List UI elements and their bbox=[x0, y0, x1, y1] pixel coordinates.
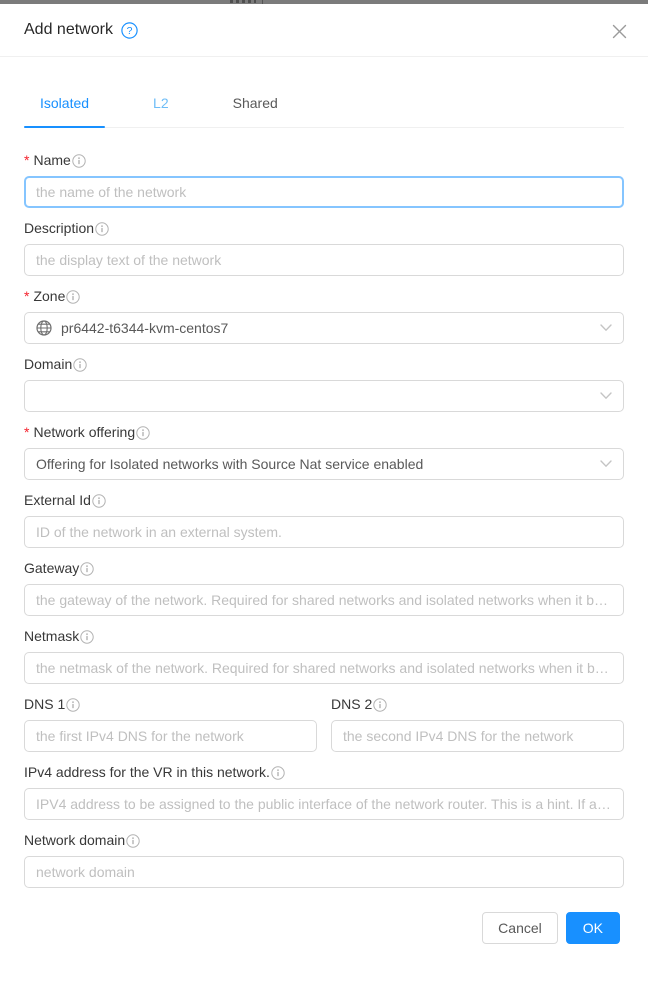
required-mark: * bbox=[24, 288, 30, 304]
domain-label: Domain bbox=[24, 354, 624, 374]
dns2-label: DNS 2 bbox=[331, 694, 624, 714]
info-icon[interactable] bbox=[80, 562, 94, 576]
field-zone bbox=[24, 286, 624, 344]
network-offering-label: * Network offering bbox=[24, 422, 624, 442]
vr-ipv4-input[interactable] bbox=[24, 788, 624, 820]
modal-body bbox=[0, 57, 648, 944]
modal-footer bbox=[24, 912, 624, 944]
svg-text:?: ? bbox=[126, 24, 133, 37]
modal-header bbox=[0, 4, 648, 57]
tab-isolated[interactable] bbox=[24, 81, 105, 127]
dns1-input[interactable] bbox=[24, 720, 317, 752]
zone-select-value: pr6442-t6344-kvm-centos7 bbox=[61, 320, 229, 336]
field-name bbox=[24, 150, 624, 208]
field-netmask bbox=[24, 626, 624, 684]
info-icon[interactable] bbox=[136, 426, 150, 440]
zone-label: * Zone bbox=[24, 286, 624, 306]
tab-label: L2 bbox=[153, 95, 169, 111]
field-domain bbox=[24, 354, 624, 412]
name-label: * Name bbox=[24, 150, 624, 170]
network-offering-select-value: Offering for Isolated networks with Source Nat service enabled bbox=[36, 456, 424, 472]
netmask-input[interactable] bbox=[24, 652, 624, 684]
field-network-offering bbox=[24, 422, 624, 480]
globe-icon bbox=[36, 320, 52, 336]
field-gateway bbox=[24, 558, 624, 616]
cancel-button[interactable]: Cancel bbox=[482, 912, 558, 944]
network-offering-select[interactable] bbox=[24, 448, 624, 480]
close-icon[interactable] bbox=[608, 20, 630, 42]
add-network-form bbox=[24, 150, 624, 888]
info-icon[interactable] bbox=[271, 766, 285, 780]
ok-button[interactable]: OK bbox=[566, 912, 620, 944]
external-id-label: External Id bbox=[24, 490, 624, 510]
info-icon[interactable] bbox=[95, 222, 109, 236]
vr-ipv4-label: IPv4 address for the VR in this network. bbox=[24, 762, 624, 782]
info-icon[interactable] bbox=[66, 290, 80, 304]
field-description bbox=[24, 218, 624, 276]
modal-title: Add network bbox=[24, 21, 113, 38]
info-icon[interactable] bbox=[373, 698, 387, 712]
chevron-down-icon bbox=[600, 324, 612, 332]
gateway-input[interactable] bbox=[24, 584, 624, 616]
field-network-domain bbox=[24, 830, 624, 888]
domain-select[interactable] bbox=[24, 380, 624, 412]
gateway-label: Gateway bbox=[24, 558, 624, 578]
required-mark: * bbox=[24, 424, 30, 440]
question-circle-icon[interactable] bbox=[121, 22, 138, 39]
name-input[interactable] bbox=[24, 176, 624, 208]
chevron-down-icon bbox=[600, 460, 612, 468]
description-input[interactable] bbox=[24, 244, 624, 276]
tab-label: Isolated bbox=[40, 95, 90, 111]
tab-shared[interactable] bbox=[217, 81, 294, 127]
network-domain-input[interactable] bbox=[24, 856, 624, 888]
chevron-down-icon bbox=[600, 392, 612, 400]
info-icon[interactable] bbox=[73, 358, 87, 372]
zone-select[interactable] bbox=[24, 312, 624, 344]
dns2-input[interactable] bbox=[331, 720, 624, 752]
external-id-input[interactable] bbox=[24, 516, 624, 548]
field-dns-row bbox=[24, 694, 624, 752]
info-icon[interactable] bbox=[66, 698, 80, 712]
tab-l2[interactable] bbox=[137, 81, 185, 127]
info-icon[interactable] bbox=[72, 154, 86, 168]
dns1-label: DNS 1 bbox=[24, 694, 317, 714]
info-icon[interactable] bbox=[92, 494, 106, 508]
field-dns1 bbox=[24, 694, 317, 752]
info-icon[interactable] bbox=[126, 834, 140, 848]
netmask-label: Netmask bbox=[24, 626, 624, 646]
network-type-tabs bbox=[24, 81, 624, 128]
network-domain-label: Network domain bbox=[24, 830, 624, 850]
field-dns2 bbox=[331, 694, 624, 752]
tab-label: Shared bbox=[232, 95, 278, 111]
field-vr-ipv4 bbox=[24, 762, 624, 820]
add-network-modal bbox=[0, 4, 648, 944]
background-page-artifact bbox=[230, 0, 256, 3]
description-label: Description bbox=[24, 218, 624, 238]
required-mark: * bbox=[24, 152, 30, 168]
field-external-id bbox=[24, 490, 624, 548]
info-icon[interactable] bbox=[80, 630, 94, 644]
